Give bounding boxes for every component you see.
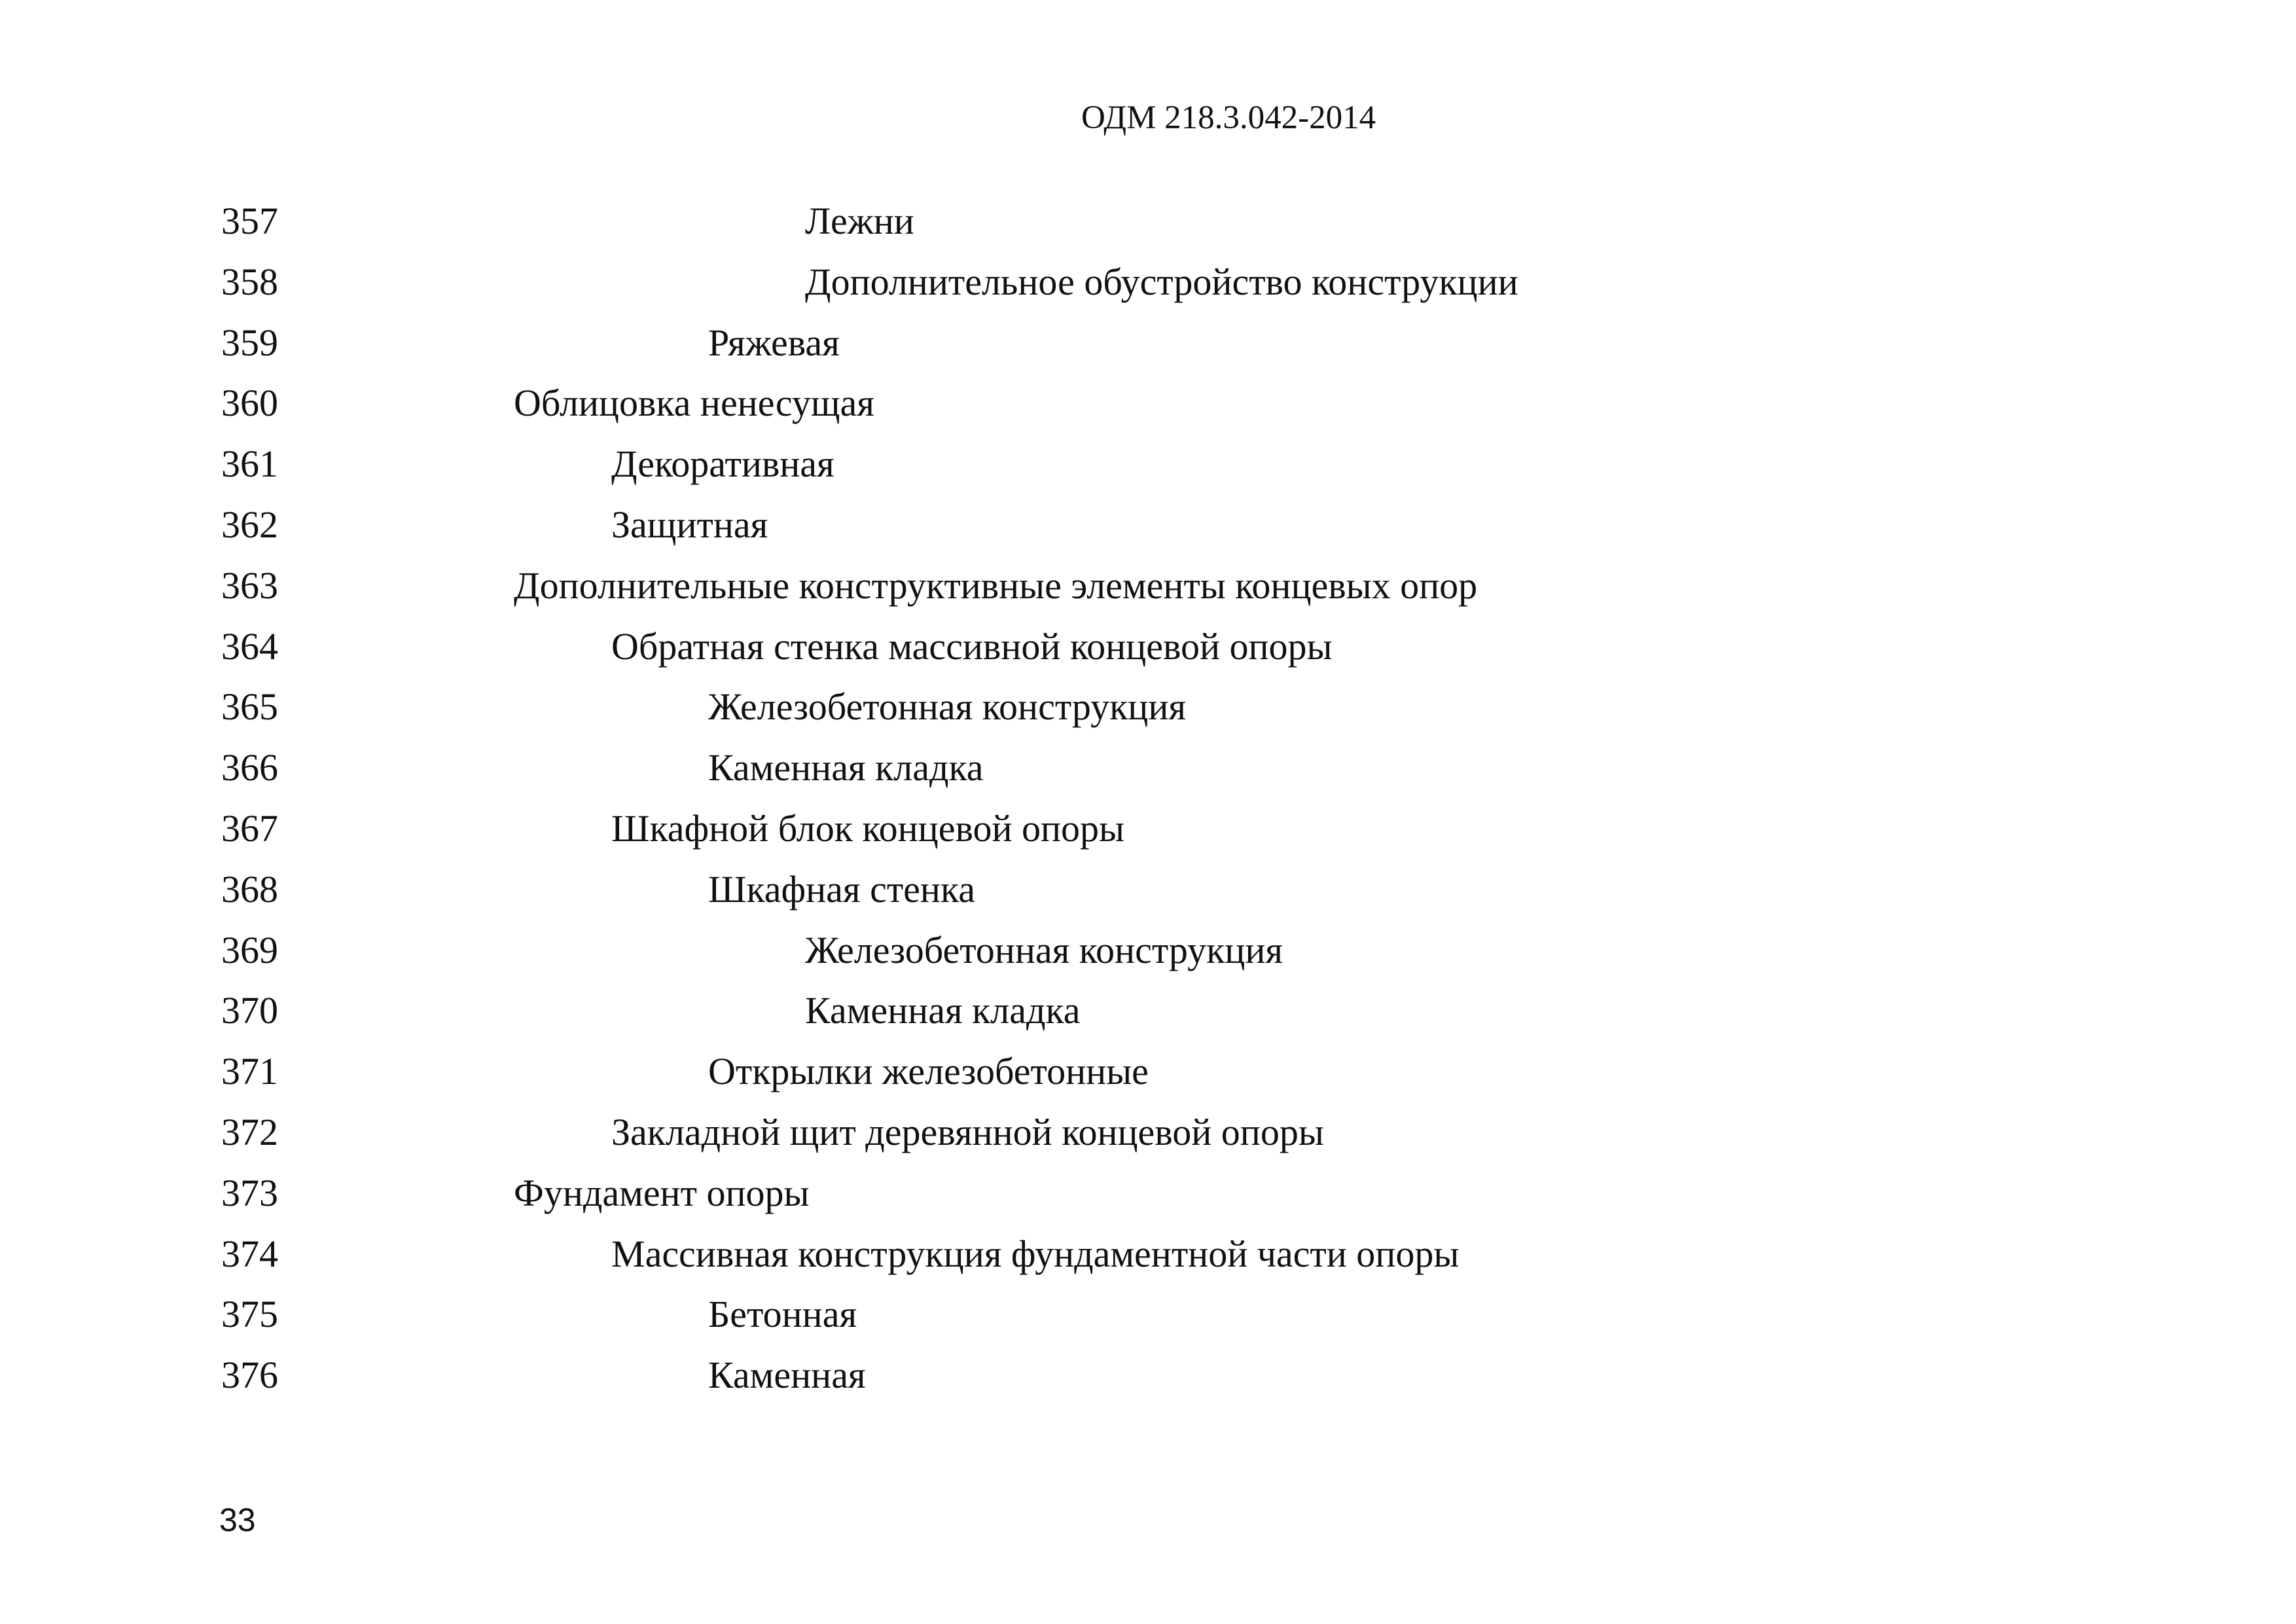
classifier-entry <box>0 1102 2296 1163</box>
entry-label: Массивная конструкция фундаментной части опоры <box>611 1232 1460 1275</box>
classifier-entry <box>0 434 2296 495</box>
entry-number: 375 <box>221 1293 278 1336</box>
classifier-entry <box>0 1284 2296 1345</box>
entry-number: 368 <box>221 867 278 911</box>
classifier-entry <box>0 1041 2296 1102</box>
entry-number: 363 <box>221 564 278 607</box>
entry-label: Шкафной блок концевой опоры <box>611 806 1124 850</box>
entry-number: 365 <box>221 685 278 729</box>
entry-label: Обратная стенка массивной концевой опоры <box>611 624 1333 668</box>
entry-number: 367 <box>221 806 278 850</box>
entry-label: Каменная <box>708 1354 866 1397</box>
entry-number: 371 <box>221 1050 278 1093</box>
classifier-entry <box>0 981 2296 1041</box>
classifier-entry <box>0 556 2296 617</box>
entry-number: 366 <box>221 746 278 789</box>
classifier-entry <box>0 373 2296 434</box>
classifier-entry <box>0 799 2296 859</box>
entry-label: Ряжевая <box>708 321 840 364</box>
classifier-entry <box>0 1224 2296 1285</box>
classifier-entry <box>0 738 2296 799</box>
classifier-entry <box>0 252 2296 313</box>
entry-label: Облицовка ненесущая <box>514 382 874 425</box>
entry-label: Открылки железобетонные <box>708 1050 1149 1093</box>
classifier-entry <box>0 495 2296 556</box>
entry-number: 361 <box>221 442 278 486</box>
entry-number: 364 <box>221 624 278 668</box>
entry-label: Железобетонная конструкция <box>708 685 1187 729</box>
entry-label: Дополнительные конструктивные элементы концевых опор <box>514 564 1478 607</box>
classifier-entry <box>0 920 2296 981</box>
entry-label: Бетонная <box>708 1293 857 1336</box>
entry-number: 362 <box>221 503 278 546</box>
entry-label: Фундамент опоры <box>514 1171 810 1214</box>
entry-label: Лежни <box>805 200 914 242</box>
entry-number: 360 <box>221 382 278 425</box>
classifier-entry <box>0 617 2296 677</box>
classifier-entry <box>0 1345 2296 1406</box>
entry-label: Защитная <box>611 503 768 546</box>
entry-number: 359 <box>221 321 278 364</box>
classifier-entry <box>0 313 2296 374</box>
entry-number: 372 <box>221 1110 278 1153</box>
entry-label: Дополнительное обустройство конструкции <box>805 260 1518 303</box>
classifier-entry <box>0 859 2296 920</box>
entry-label: Шкафная стенка <box>708 867 976 911</box>
entry-number: 357 <box>221 200 278 242</box>
entry-number: 373 <box>221 1171 278 1214</box>
entry-number: 369 <box>221 928 278 971</box>
entry-label: Декоративная <box>611 442 834 486</box>
entry-number: 376 <box>221 1354 278 1397</box>
classifier-entry <box>0 1163 2296 1224</box>
entry-label: Закладной щит деревянной концевой опоры <box>611 1110 1324 1153</box>
entry-number: 370 <box>221 989 278 1032</box>
document-code-header: ОДМ 218.3.042-2014 <box>1081 99 1376 136</box>
page-number: 33 <box>219 1502 256 1538</box>
entry-label: Железобетонная конструкция <box>805 928 1283 971</box>
entry-label: Каменная кладка <box>805 989 1081 1032</box>
classifier-entry <box>0 677 2296 738</box>
entry-label: Каменная кладка <box>708 746 984 789</box>
entry-number: 358 <box>221 260 278 303</box>
entry-number: 374 <box>221 1232 278 1275</box>
classifier-entry-list <box>0 191 2296 1406</box>
classifier-entry <box>0 191 2296 252</box>
